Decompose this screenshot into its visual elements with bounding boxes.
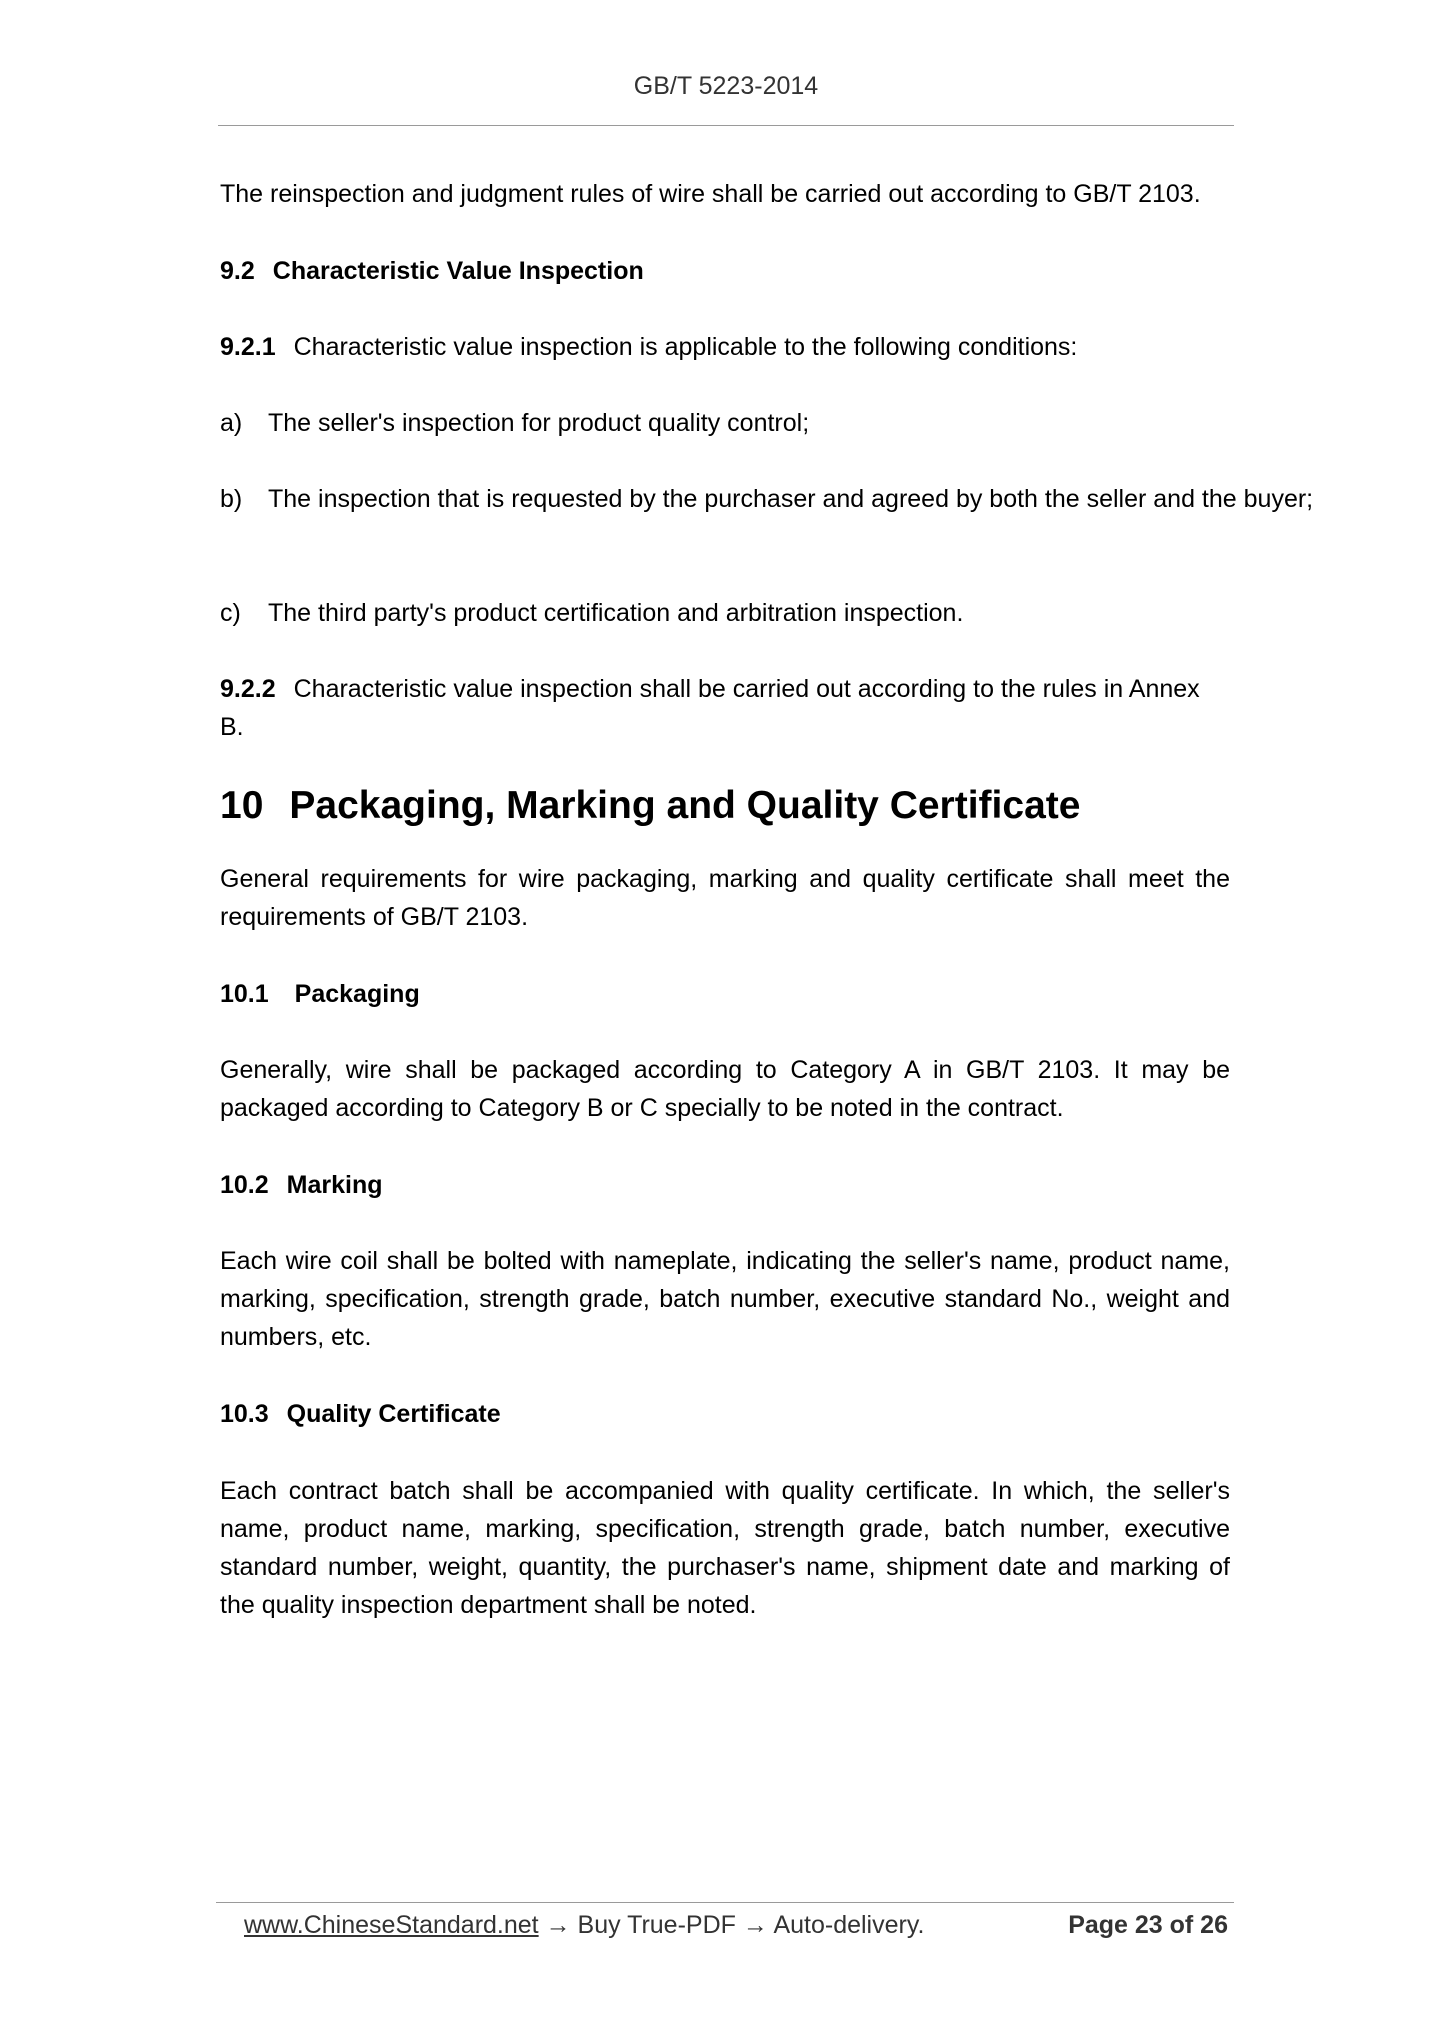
- list-text: The third party's product certification and arbitration inspection.: [268, 599, 964, 627]
- list-text: The inspection that is requested by the purchaser and agreed by both the seller and the buyer;: [268, 485, 1314, 513]
- section-10-3-heading: [220, 1395, 1230, 1433]
- section-title: Quality Certificate: [286, 1400, 501, 1428]
- paragraph-general: General requirements for wire packaging, marking and quality certificate shall meet the requirements of GB/T 2103.: [220, 865, 1230, 931]
- section-10-1-heading: [220, 975, 1230, 1013]
- section-title: Characteristic Value Inspection: [272, 257, 644, 285]
- buy-pdf-text: Buy True-PDF: [577, 1911, 736, 1939]
- website-link[interactable]: www.ChineseStandard.net: [244, 1911, 539, 1939]
- footer-divider: [216, 1902, 1234, 1903]
- list-label: b): [220, 485, 243, 513]
- paragraph-packaging: Generally, wire shall be packaged according to Category A in GB/T 2103. It may be packaged according to Category B or C specially to be noted in the contract.: [220, 1056, 1230, 1122]
- list-label: c): [220, 599, 241, 627]
- section-10-heading: [220, 782, 1230, 830]
- clause-9-2-2: [220, 670, 1230, 746]
- list-text: The seller's inspection for product quality control;: [268, 409, 810, 437]
- clause-text: Characteristic value inspection is applicable to the following conditions:: [293, 333, 1078, 361]
- section-title: Packaging, Marking and Quality Certificate: [289, 784, 1081, 827]
- section-10-2-heading: [220, 1166, 1230, 1204]
- clause-9-2-1: [220, 328, 1230, 366]
- section-number: 9.2: [220, 257, 255, 285]
- clause-text: Characteristic value inspection shall be carried out according to the rules in Annex B.: [220, 675, 1200, 741]
- section-number: 10: [220, 784, 264, 827]
- section-number: 10.2: [220, 1171, 269, 1199]
- section-title: Marking: [286, 1171, 383, 1199]
- clause-number: 9.2.1: [220, 333, 276, 361]
- paragraph-certificate: Each contract batch shall be accompanied with quality certificate. In which, the seller's name, product name, marking, specification, strength grade, batch number, executive standard number, weight, quantity, the purchaser's name, shipment date and marking of the quality inspection department shall be noted.: [220, 1477, 1230, 1619]
- section-number: 10.1: [220, 980, 269, 1008]
- arrow-icon: →: [545, 1911, 571, 1939]
- header-divider: [218, 125, 1234, 126]
- clause-number: 9.2.2: [220, 675, 276, 703]
- list-label: a): [220, 409, 243, 437]
- page-footer: [244, 1906, 1234, 1944]
- section-number: 10.3: [220, 1400, 269, 1428]
- paragraph-marking: Each wire coil shall be bolted with nameplate, indicating the seller's name, product name, marking, specification, strength grade, batch number, executive standard No., weight and numbers, etc.: [220, 1247, 1230, 1351]
- section-title: Packaging: [294, 980, 420, 1008]
- paragraph-reinspection: The reinspection and judgment rules of wire shall be carried out according to GB/T 2103.: [220, 180, 1201, 208]
- section-9-2-heading: [220, 252, 1230, 290]
- auto-delivery-text: Auto-delivery.: [773, 1911, 925, 1939]
- arrow-icon: →: [742, 1911, 768, 1939]
- page-header: GB/T 5223-2014: [633, 72, 819, 100]
- page-number: Page 23 of 26: [1068, 1911, 1228, 1939]
